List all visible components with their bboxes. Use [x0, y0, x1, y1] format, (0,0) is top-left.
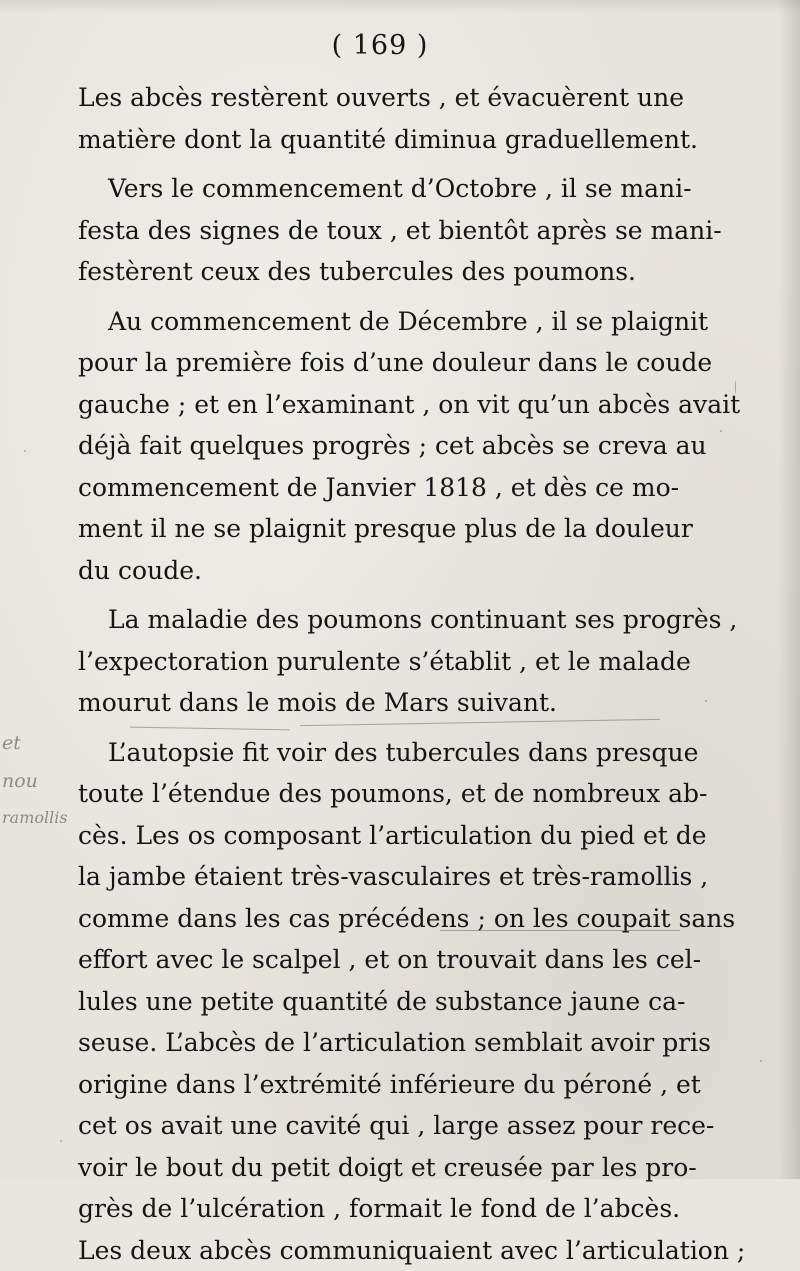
text-line: festa des signes de toux , et bientôt après se mani-: [78, 210, 670, 252]
paper-fleck: [735, 380, 736, 394]
page-top-shadow: [0, 0, 800, 14]
text-line: gauche ; et en l’examinant , on vit qu’un abcès avait: [78, 384, 670, 426]
text-line: matière dont la quantité diminua graduellement.: [78, 119, 670, 161]
text-line: festèrent ceux des tubercules des poumons.: [78, 251, 670, 293]
page-number: ( 169 ): [0, 30, 760, 61]
body-text: [78, 77, 670, 1271]
text-line: Au commencement de Décembre , il se plaignit: [78, 301, 670, 343]
text-line: comme dans les cas précédens ; on les coupait sans: [78, 898, 670, 940]
page-right-shadow: [778, 0, 800, 1179]
text-line: Les deux abcès communiquaient avec l’articulation ;: [78, 1230, 670, 1271]
text-line: Les abcès restèrent ouverts , et évacuèrent une: [78, 77, 670, 119]
text-line: cès. Les os composant l’articulation du pied et de: [78, 815, 670, 857]
text-line: seuse. L’abcès de l’articulation semblait avoir pris: [78, 1022, 670, 1064]
text-line: voir le bout du petit doigt et creusée par les pro-: [78, 1147, 670, 1189]
margin-note: ramollis: [2, 808, 68, 827]
margin-note: et: [2, 732, 21, 754]
text-line: déjà fait quelques progrès ; cet abcès se creva au: [78, 425, 670, 467]
text-line: effort avec le scalpel , et on trouvait dans les cel-: [78, 939, 670, 981]
paper-fleck: [760, 1060, 762, 1062]
text-line: l’expectoration purulente s’établit , et le malade: [78, 641, 670, 683]
text-line: toute l’étendue des poumons, et de nombreux ab-: [78, 773, 670, 815]
text-line: lules une petite quantité de substance jaune ca-: [78, 981, 670, 1023]
text-line: mourut dans le mois de Mars suivant.: [78, 682, 670, 724]
text-line: grès de l’ulcération , formait le fond de l’abcès.: [78, 1188, 670, 1230]
text-line: pour la première fois d’une douleur dans le coude: [78, 342, 670, 384]
paper-fleck: [24, 450, 26, 452]
paper-fleck: [60, 1140, 62, 1142]
text-line: ment il ne se plaignit presque plus de la douleur: [78, 508, 670, 550]
paper-fleck: [720, 430, 722, 432]
text-line: origine dans l’extrémité inférieure du péroné , et: [78, 1064, 670, 1106]
text-line: La maladie des poumons continuant ses progrès ,: [78, 599, 670, 641]
text-line: L’autopsie fit voir des tubercules dans presque: [78, 732, 670, 774]
paper-fleck: [705, 700, 707, 702]
text-line: Vers le commencement d’Octobre , il se mani-: [78, 168, 670, 210]
pencil-underline: [440, 930, 680, 931]
text-line: du coude.: [78, 550, 670, 592]
text-line: commencement de Janvier 1818 , et dès ce mo-: [78, 467, 670, 509]
text-line: la jambe étaient très-vasculaires et très-ramollis ,: [78, 856, 670, 898]
text-line: cet os avait une cavité qui , large assez pour rece-: [78, 1105, 670, 1147]
margin-note: nou: [2, 770, 38, 792]
